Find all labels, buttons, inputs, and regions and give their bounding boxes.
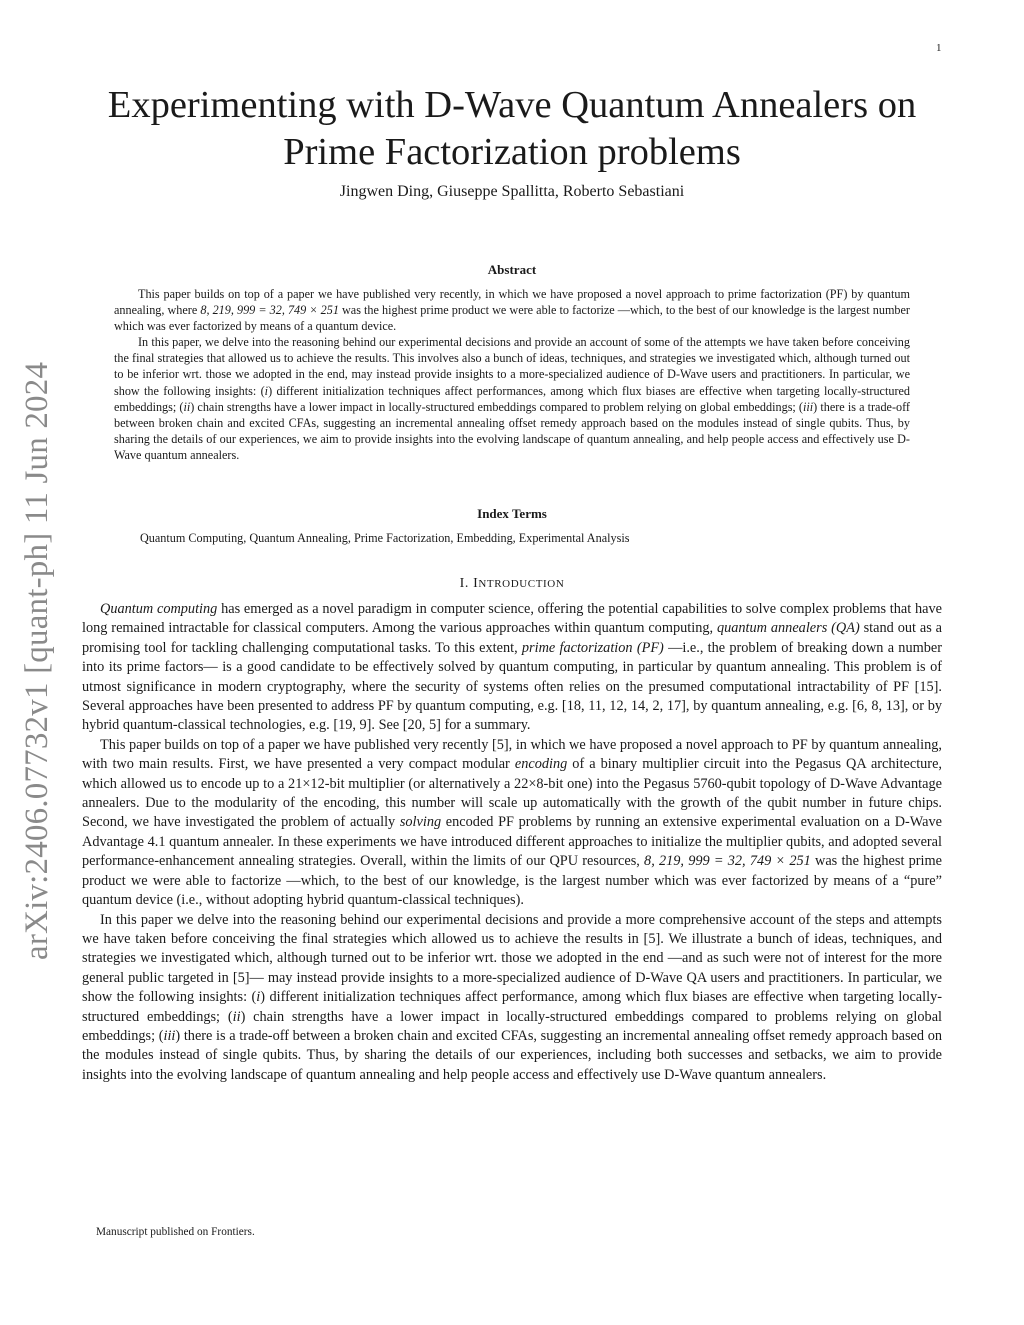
arxiv-identifier: arXiv:2406.07732v1 [quant-ph] 11 Jun 2024 (19, 361, 55, 960)
body-paragraph: In this paper we delve into the reasoning behind our experimental decisions and provide a more comprehensive account of the steps and attempts we have taken before conceiving the final strategies which allowed us to achieve the results in [5]. We illustrate a bunch of ideas, techniques, and strategies we investigated which, although turned out to be inferior wrt. those we adopted in the end —and as such were not of interest for the more general public targeted in [5]— may instead provide insights to a more-specialized audience of D-Wave QA users and practitioners. In particular, we show the following insights: (i) different initialization techniques affect performance, among which flux biases are effective when targeting locally-structured embeddings; (ii) chain strengths have a lower impact in locally-structured embeddings compared to problems relying on global embeddings; (iii) there is a trade-off between a broken chain and excited CFAs, suggesting an incremental annealing offset remedy approach based on the modules instead of single qubits. Thus, by sharing the details of our experiences, including both successes and setbacks, we aim to provide insights into the evolving landscape of quantum annealing and help people access and effectively use D-Wave quantum annealers. (82, 911, 943, 1083)
inline-equation: 8, 219, 999 = 32, 749 × 251 (200, 303, 339, 318)
body-paragraph: Quantum computing has emerged as a novel paradigm in computer science, offering the potential capabilities to solve complex problems that have long remained intractable for classical computers. Among the various approaches within quantum computing, quantum annealers (QA) stand out as a promising tool for tackling challenging computational tasks. To this extent, prime factorization (PF) —i.e., the problem of breaking down a number into its prime factors— is a good candidate to be effectively solved by quantum computing, in particular by quantum annealing. This problem is of utmost significance in modern cryptography, where the security of systems often relies on the presumed computational intractability of PF [15]. Several approaches have been presented to address PF by quantum computing, e.g. [18, 11, 12, 14, 2, 17], by quantum annealing, e.g. [6, 8, 13], or by hybrid quantum-classical technologies, e.g. [19, 9]. See [20, 5] for a summary. (82, 601, 942, 734)
abstract-body (114, 286, 910, 463)
index-terms-heading: Index Terms (477, 506, 547, 521)
page-number: 1 (936, 42, 942, 54)
arxiv-stamp (13, 345, 73, 960)
section-heading-introduction: I. INTRODUCTION (459, 576, 565, 591)
body-paragraph: This paper builds on top of a paper we have published very recently [5], in which we have proposed a novel approach to PF by quantum annealing, with two main results. First, we have presented a very compact modular encoding of a binary multiplier circuit into the Pegasus QA architecture, which allowed us to encode up to a 21×12-bit multiplier (or alternatively a 22×8-bit one) into the Pegasus 5760-qubit topology of D-Wave Advantage annealers. Due to the modularity of the encoding, this number will scale up automatically with the growth of the qubit number in future chips. Second, we have investigated the problem of actually solving encoded PF problems by running an extensive experimental evaluation on a D-Wave Advantage 4.1 quantum annealer. In these experiments we have introduced different approaches to initialize the multiplier qubits, and adopted several performance-enhancement annealing strategies. Overall, within the limits of our QPU resources, 8, 219, 999 = 32, 749 × 251 was the highest prime product we were able to factorize —which, to the best of our knowledge, is the largest number which was ever factorized by means of a “pure” quantum device (i.e., without adopting hybrid quantum-classical techniques). (82, 736, 942, 909)
abstract-paragraph: In this paper, we delve into the reasoning behind our experimental decisions and provide an account of some of the attempts we have taken before conceiving the final strategies that allowed us to achieve the results. This involves also a bunch of ideas, techniques, and strategies we investigated which, although turned out to be inferior wrt. those we adopted in the end, may instead provide insights to a more-specialized audience of D-Wave users and practitioners. In particular, we show the following insights: (i) different initialization techniques affect performances, among which flux biases are effective when targeting locally-structured embeddings; (ii) chain strengths have a lower impact in locally-structured embeddings compared to problem relying on global embeddings; (iii) there is a trade-off between broken chain and excited CFAs, suggesting an incremental annealing offset remedy approach based on the modules instead of single qubits. Thus, by sharing the details of our experiences, we aim to provide insights into the evolving landscape of quantum annealing, and help people access and effectively use D-Wave quantum annealers. (114, 335, 911, 462)
inline-equation: 8, 219, 999 = 32, 749 × 251 (644, 853, 811, 870)
abstract-paragraph: This paper builds on top of a paper we have published very recently, in which we have proposed a novel approach to prime factorization (PF) by quantum annealing, where 8, 219, 999 = 32, 749 × 251 was the highest prime product we were able to factorize —which, to the best of our knowledge is the largest number which was ever factorized by means of a quantum device. (114, 287, 910, 334)
footnote: Manuscript published on Frontiers. (96, 1226, 255, 1238)
author-list: Jingwen Ding, Giuseppe Spallitta, Roberto Sebastiani (339, 183, 685, 200)
paper-title: Experimenting with D-Wave Quantum Annealers on Prime Factorization problems (107, 84, 917, 173)
introduction-body (82, 600, 942, 1085)
index-terms-list: Quantum Computing, Quantum Annealing, Prime Factorization, Embedding, Experimental Analysis (140, 531, 630, 545)
abstract-heading: Abstract (487, 262, 537, 277)
